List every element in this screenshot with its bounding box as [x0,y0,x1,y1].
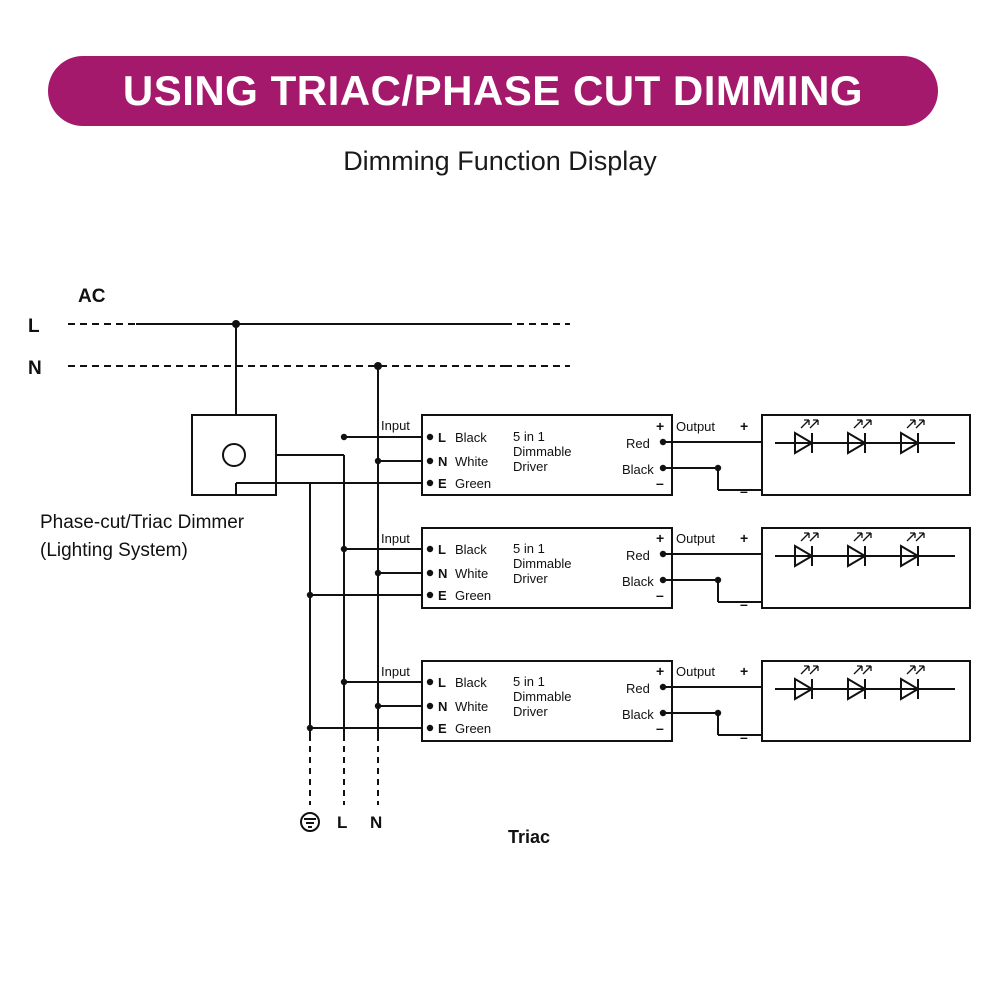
driver1-in-wire-N: White [455,454,489,469]
driver2-in-wire-E: Green [455,588,492,603]
driver2-out-wire-red: Red [626,548,650,563]
driver1-name-line1: 5 in 1 [513,429,545,444]
supply-N-label: N [28,358,42,379]
driver2-in-mark-E: E [438,588,447,603]
driver2-in-wire-L: Black [455,542,487,557]
driver2-output-label: Output [676,531,716,546]
driver1-in-wire-L: Black [455,430,487,445]
supply-L-junction-dot [232,320,240,328]
led-load-box-1 [762,415,970,495]
bus-E-dot-2 [307,592,313,598]
driver1-out-polarity-minus: – [656,475,664,491]
led-group-1 [795,420,924,453]
bus-L-dot-1 [341,434,347,440]
dimmer-knob-icon[interactable] [223,444,245,466]
driver2-load-plus: + [740,530,749,546]
driver1-output-label: Output [676,419,716,434]
driver2-in-mark-L: L [438,542,446,557]
driver2-in-mark-N: N [438,566,448,581]
d1-term-N-dot [427,458,433,464]
d3-minus-junction-dot [715,710,721,716]
driver3-in-mark-N: N [438,699,448,714]
driver1-out-wire-black: Black [622,462,654,477]
bus-L-dot-2 [341,546,347,552]
d2-term-L-dot [427,546,433,552]
d2-term-N-dot [427,570,433,576]
page-subtitle: Dimming Function Display [343,146,657,176]
driver3-input-label: Input [381,664,410,679]
dimmer-caption-line1: Phase-cut/Triac Dimmer [40,512,245,533]
d1-minus-junction-dot [715,465,721,471]
d1-term-E-dot [427,480,433,486]
ac-label: AC [78,286,106,307]
bus-L-dot-3 [341,679,347,685]
driver3-in-wire-N: White [455,699,489,714]
d2-minus-junction-dot [715,577,721,583]
bus-N-dot-3 [375,703,381,709]
d2-term-E-dot [427,592,433,598]
driver2-in-wire-N: White [455,566,489,581]
driver3-out-wire-red: Red [626,681,650,696]
driver1-out-wire-red: Red [626,436,650,451]
supply-N-junction-dot [374,362,382,370]
d3-term-L-dot [427,679,433,685]
driver1-in-mark-N: N [438,454,448,469]
dimmer-caption-line2: (Lighting System) [40,540,188,561]
driver3-load-minus: – [740,729,748,745]
driver3-in-wire-L: Black [455,675,487,690]
driver3-out-polarity-minus: – [656,720,664,736]
led-load-box-3 [762,661,970,741]
d3-term-N-dot [427,703,433,709]
bus-N-dot-2 [375,570,381,576]
driver2-name-line3: Driver [513,571,548,586]
driver2-out-polarity-plus: + [656,530,665,546]
driver2-input-label: Input [381,531,410,546]
driver1-in-mark-L: L [438,430,446,445]
driver3-name-line2: Dimmable [513,689,572,704]
led-group-2 [795,533,924,566]
driver3-in-mark-L: L [438,675,446,690]
driver3-load-plus: + [740,663,749,679]
driver3-in-mark-E: E [438,721,447,736]
driver3-name-line3: Driver [513,704,548,719]
driver1-load-minus: – [740,483,748,499]
page-title: USING TRIAC/PHASE CUT DIMMING [122,67,864,114]
driver2-out-polarity-minus: – [656,587,664,603]
driver3-name-line1: 5 in 1 [513,674,545,689]
driver3-output-label: Output [676,664,716,679]
bus-N-dot-1 [375,458,381,464]
driver1-out-polarity-plus: + [656,418,665,434]
driver2-name-line2: Dimmable [513,556,572,571]
driver1-name-line3: Driver [513,459,548,474]
supply-L-label: L [28,316,40,337]
driver3-out-wire-black: Black [622,707,654,722]
driver1-name-line2: Dimmable [513,444,572,459]
driver3-in-wire-E: Green [455,721,492,736]
driver2-out-wire-black: Black [622,574,654,589]
led-load-box-2 [762,528,970,608]
driver1-in-mark-E: E [438,476,447,491]
driver1-input-label: Input [381,418,410,433]
driver1-load-plus: + [740,418,749,434]
d1-term-L-dot [427,434,433,440]
driver2-load-minus: – [740,596,748,612]
bus-label-L: L [337,813,348,832]
footer-label: Triac [508,827,551,847]
driver2-name-line1: 5 in 1 [513,541,545,556]
bus-E-dot-3 [307,725,313,731]
d3-term-E-dot [427,725,433,731]
driver3-out-polarity-plus: + [656,663,665,679]
bus-label-N: N [370,813,383,832]
driver1-in-wire-E: Green [455,476,492,491]
led-group-3 [795,666,924,699]
